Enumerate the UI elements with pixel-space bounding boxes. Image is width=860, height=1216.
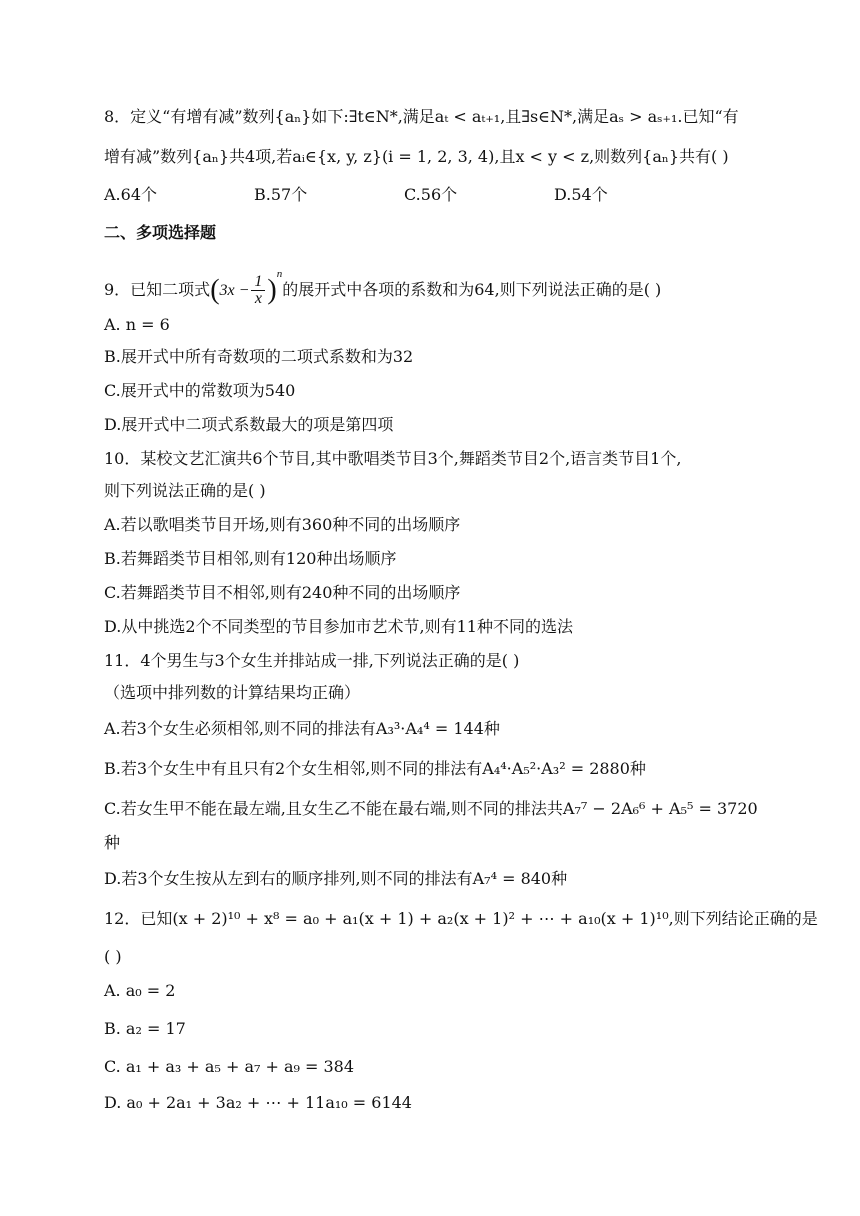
q9-stem	[104, 254, 800, 311]
q9-right-paren: )	[267, 274, 277, 306]
q8-options	[104, 182, 800, 208]
q9-exponent: n	[276, 268, 283, 280]
q8-stem-line1: 8．定义“有增有减”数列{aₙ}如下:∃t∈N*,满足aₜ < aₜ₊₁,且∃s∈N*,满足aₛ > aₛ₊₁.已知“有	[104, 107, 739, 126]
q12-option-d: D. a₀ + 2a₁ + 3a₂ + ⋯ + 11a₁₀ = 6144	[104, 1093, 412, 1112]
q10-stem-line1: 10．某校文艺汇演共6个节目,其中歌唱类节目3个,舞蹈类节目2个,语言类节目1个,	[104, 449, 682, 468]
q9-option-c: C.展开式中的常数项为540	[104, 381, 296, 400]
q8-option-b: B.57个	[254, 185, 308, 204]
q12-option-b: B. a₂ = 17	[104, 1019, 186, 1038]
q11-option-b: B.若3个女生中有且只有2个女生相邻,则不同的排法有A₄⁴·A₅²·A₃² = 2880种	[104, 759, 646, 778]
q9-option-a: A. n = 6	[104, 315, 170, 334]
q9-fraction	[251, 274, 265, 307]
q9-option-d: D.展开式中二项式系数最大的项是第四项	[104, 415, 394, 434]
q11-option-c-cont: 种	[104, 833, 121, 852]
q9-suffix: 的展开式中各项的系数和为64,则下列说法正确的是( )	[282, 280, 662, 299]
q8-option-a: A.64个	[104, 185, 158, 204]
q11-stem-line1: 11．4个男生与3个女生并排站成一排,下列说法正确的是( )	[104, 651, 520, 670]
q12-stem-line2: ( )	[104, 947, 122, 966]
q9-prefix: 9．已知二项式	[104, 280, 211, 299]
q11-option-d: D.若3个女生按从左到右的顺序排列,则不同的排法有A₇⁴ = 840种	[104, 869, 568, 888]
q10-option-d: D.从中挑选2个不同类型的节目参加市艺术节,则有11种不同的选法	[104, 617, 573, 636]
q10-option-c: C.若舞蹈类节目不相邻,则有240种不同的出场顺序	[104, 583, 461, 602]
section-heading: 二、多项选择题	[104, 223, 217, 242]
q9-left-paren: (	[210, 274, 220, 306]
q8-stem-line2: 增有减”数列{aₙ}共4项,若aᵢ∈{x, y, z}(i = 1, 2, 3, 4),且x < y < z,则数列{aₙ}共有( )	[104, 147, 729, 166]
q9-frac-num: 1	[251, 274, 265, 291]
q9-expr-left: 3x −	[219, 282, 250, 299]
q12-option-c: C. a₁ + a₃ + a₅ + a₇ + a₉ = 384	[104, 1057, 355, 1076]
q11-stem-line2: （选项中排列数的计算结果均正确）	[104, 683, 361, 702]
q12-option-a: A. a₀ = 2	[104, 981, 176, 1000]
q9-frac-den: x	[254, 290, 262, 307]
q9-option-b: B.展开式中所有奇数项的二项式系数和为32	[104, 347, 414, 366]
q11-option-c: C.若女生甲不能在最左端,且女生乙不能在最右端,则不同的排法共A₇⁷ − 2A₆⁶ + A₅⁵ = 3720	[104, 799, 758, 818]
q8-option-c: C.56个	[404, 185, 458, 204]
q12-stem-line1: 12．已知(x + 2)¹⁰ + x⁸ = a₀ + a₁(x + 1) + a₂(x + 1)² + ⋯ + a₁₀(x + 1)¹⁰,则下列结论正确的是	[104, 909, 818, 928]
q10-stem-line2: 则下列说法正确的是( )	[104, 481, 266, 500]
q10-option-b: B.若舞蹈类节目相邻,则有120种出场顺序	[104, 549, 397, 568]
q8-option-d: D.54个	[554, 185, 608, 204]
q10-option-a: A.若以歌唱类节目开场,则有360种不同的出场顺序	[104, 515, 461, 534]
q11-option-a: A.若3个女生必须相邻,则不同的排法有A₃³·A₄⁴ = 144种	[104, 719, 500, 738]
